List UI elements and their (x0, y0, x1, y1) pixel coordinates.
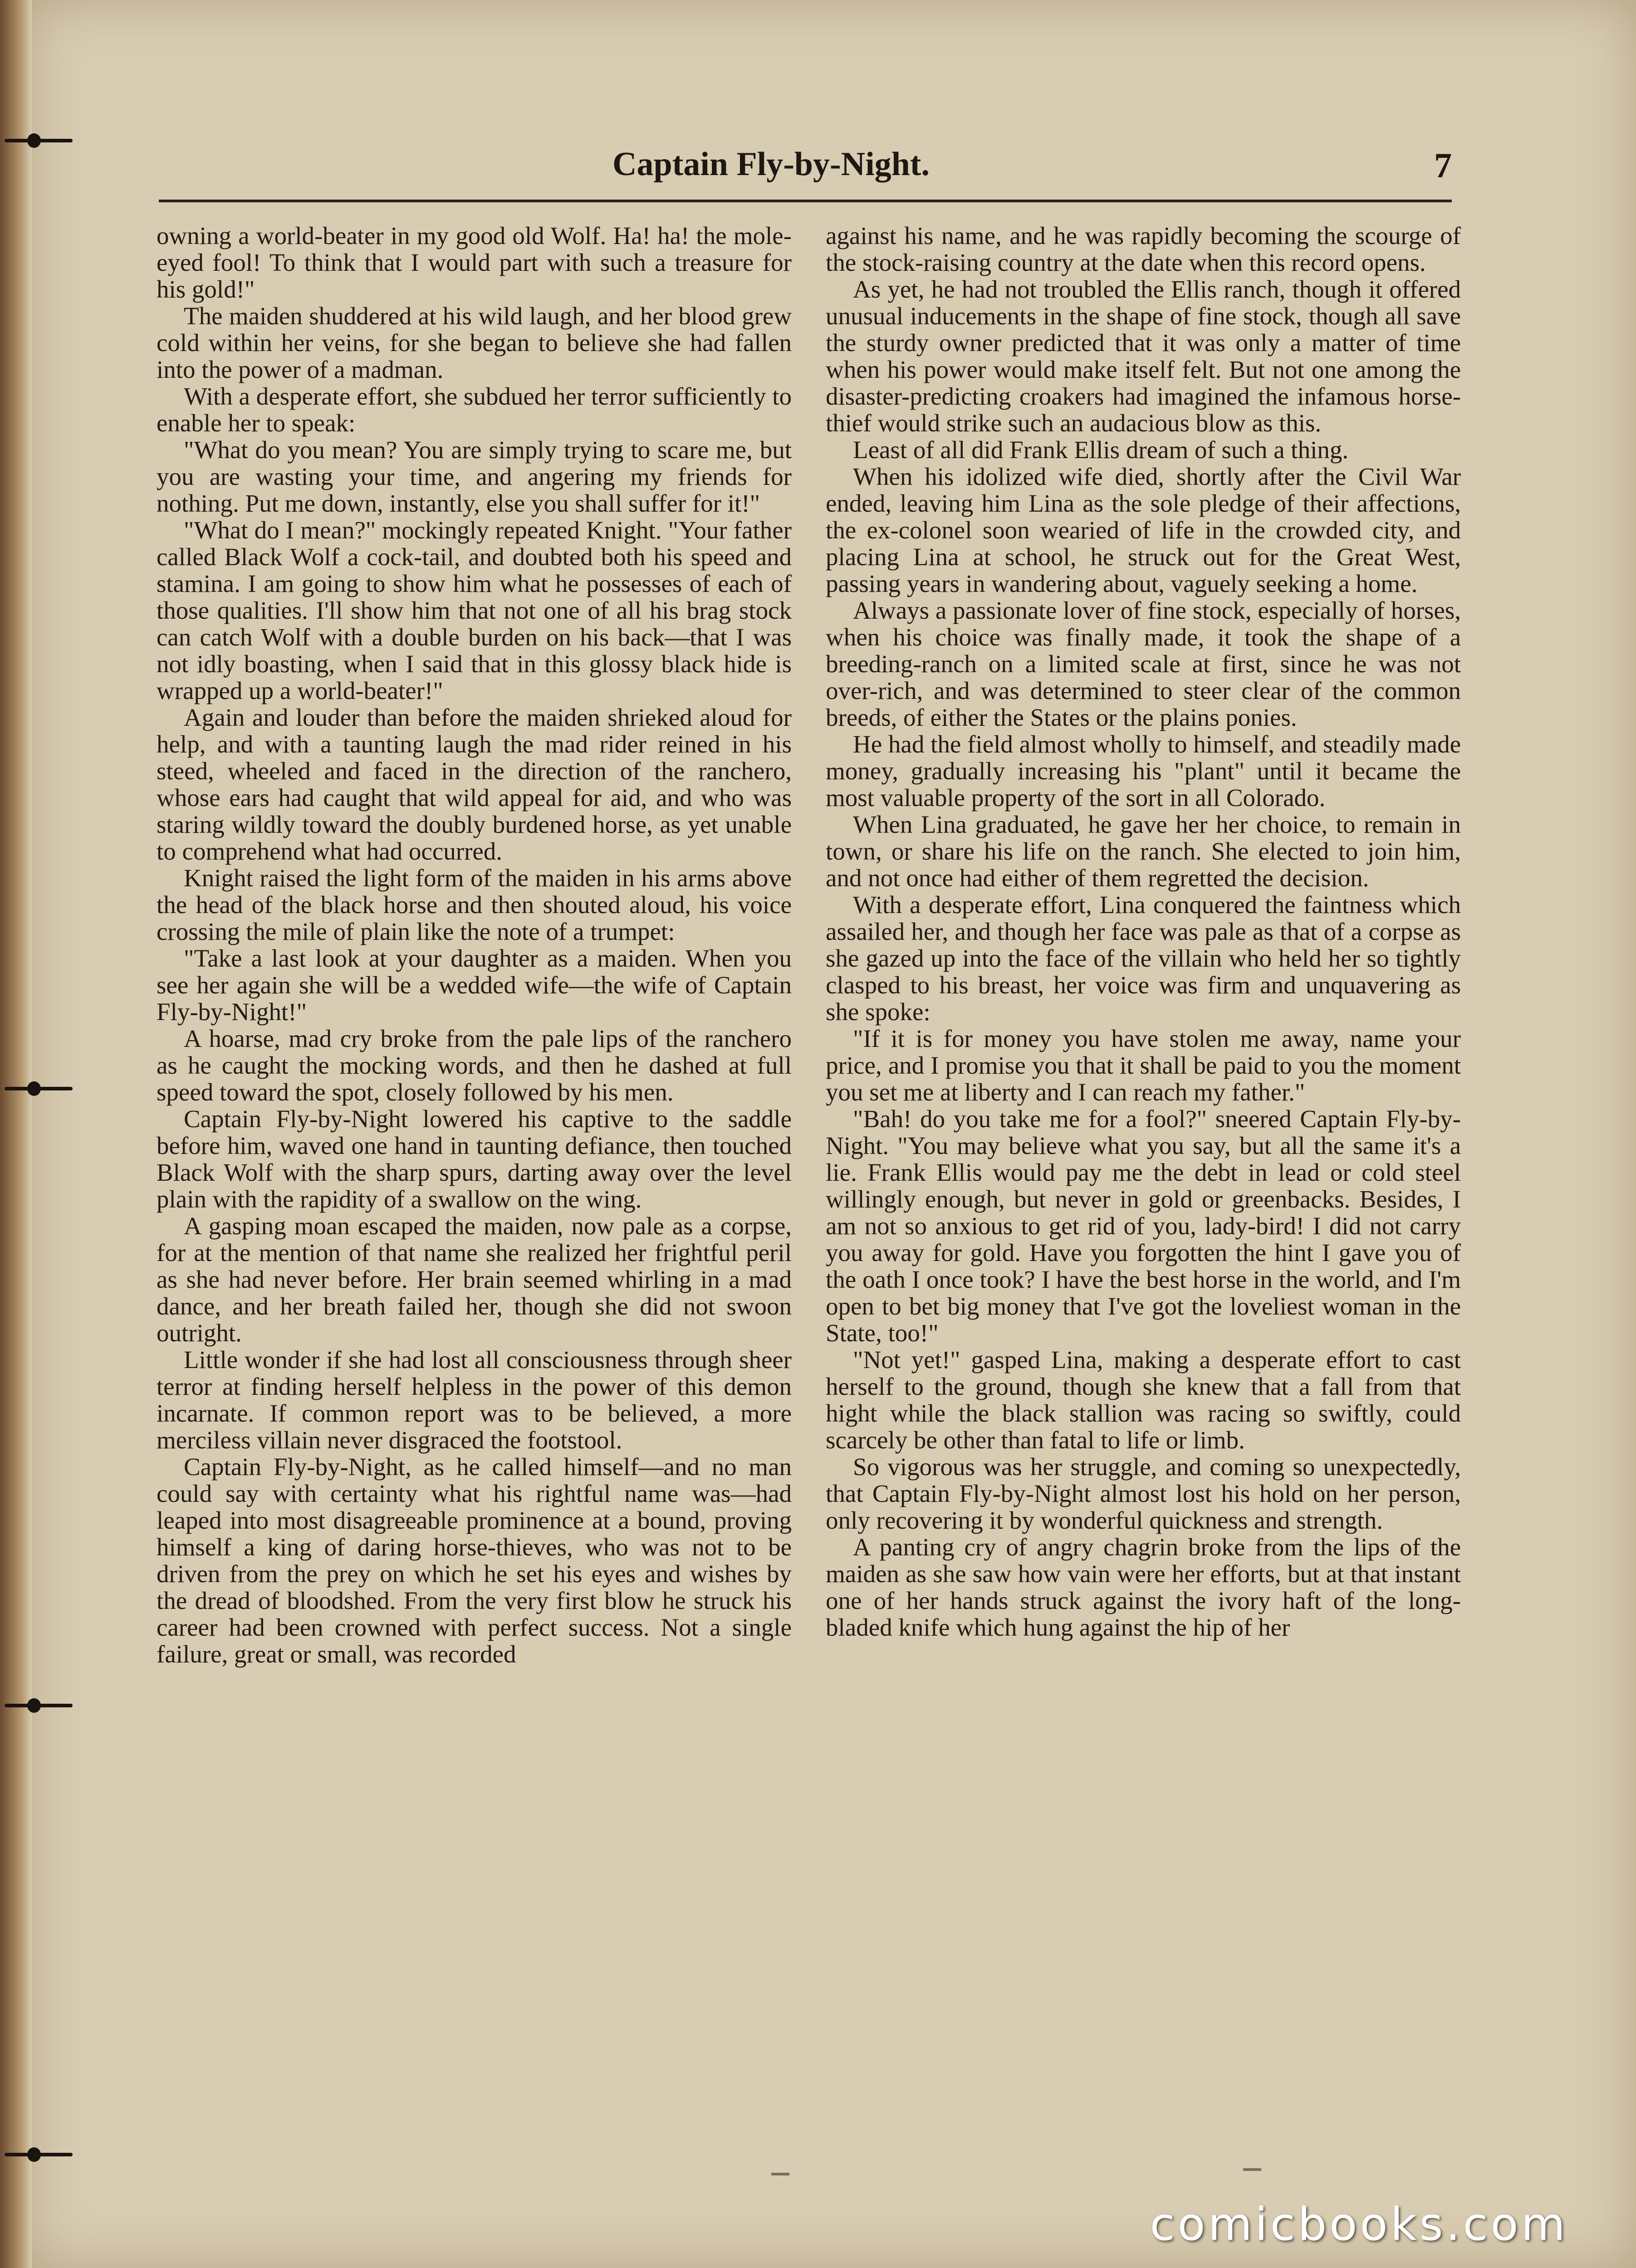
paragraph: Least of all did Frank Ellis dream of such a thing. (853, 436, 1349, 464)
paragraph: So vigorous was her struggle, and coming so unexpectedly, that Captain Fly-by-Night almost lost his hold on her person, only recovering it by wonderful quickness and strength. (826, 1453, 1461, 1534)
right-column (826, 222, 1461, 2146)
binding-gutter (0, 0, 32, 2268)
page-header (159, 145, 1452, 195)
paragraph: "Bah! do you take me for a fool?" sneered Captain Fly-by-Night. "You may believe what you say, but all the same it's a lie. Frank Ellis would pay me the debt in lead or cold steel willingly enough, but never in gold or greenbacks. Besides, I am not so anxious to get rid of you, lady-bird! I did not carry you away for gold. Have you forgotten the hint I gave you of the oath I once took? I have the best horse in the world, and I'm open to bet big money that I've got the loveliest woman in the State, too!" (826, 1105, 1461, 1347)
paragraph: against his name, and he was rapidly becoming the scourge of the stock-raising country at the date when this record opens. (826, 222, 1461, 276)
print-speck (771, 2173, 789, 2175)
paragraph: Captain Fly-by-Night, as he called himself—and no man could say with certainty what his rightful name was—had leaped into most disagreeable prominence at a bound, proving himself a king of daring horse-thieves, who was not to be driven from the prey on which he set his eyes and wishes by the dread of bloodshed. From the very first blow he struck his career had been crowned with perfect success. Not a single failure, great or small, was recorded (157, 1453, 792, 1668)
paragraph: "What do I mean?" mockingly repeated Knight. "Your father called Black Wolf a cock-tail, and doubted both his speed and stamina. I am going to show him what he possesses of each of those qualities. I'll show him that not one of all his brag stock can catch Wolf with a double burden on his back—that I was not idly boasting, when I said that in this glossy black hide is wrapped up a world-beater!" (157, 516, 792, 704)
paragraph: Again and louder than before the maiden shrieked aloud for help, and with a taunting laugh the mad rider reined in his steed, wheeled and faced in the direction of the ranchero, whose ears had caught that wild appeal for aid, and who was staring wildly toward the doubly burdened horse, as yet unable to comprehend what had occurred. (157, 704, 792, 865)
header-rule (159, 200, 1452, 202)
watermark: comicbooks.com (1150, 2198, 1568, 2251)
paragraph: With a desperate effort, Lina conquered the faintness which assailed her, and though her face was pale as that of a corpse as she gazed up into the face of the villain who held her so tightly clasped to his breast, her voice was firm and unquavering as she spoke: (826, 891, 1461, 1026)
paragraph: Knight raised the light form of the maiden in his arms above the head of the black horse and then shouted aloud, his voice crossing the mile of plain like the note of a trumpet: (157, 864, 792, 945)
page-number: 7 (1434, 146, 1452, 185)
paragraph: A gasping moan escaped the maiden, now pale as a corpse, for at the mention of that name she realized her frightful peril as she had never before. Her brain seemed whirling in a mad dance, and her breath failed her, though she did not swoon outright. (157, 1212, 792, 1347)
paragraph: With a desperate effort, she subdued her terror sufficiently to enable her to speak: (157, 382, 792, 437)
binding-stitch (0, 127, 79, 154)
paragraph: A hoarse, mad cry broke from the pale lips of the ranchero as he caught the mocking words, and then he dashed at full speed toward the spot, closely followed by his men. (157, 1025, 792, 1106)
paragraph: When his idolized wife died, shortly after the Civil War ended, leaving him Lina as the sole pledge of their affections, the ex-colonel soon wearied of life in the crowded city, and placing Lina at school, he struck out for the Great West, passing years in wandering about, vaguely seeking a home. (826, 463, 1461, 597)
paragraph: owning a world-beater in my good old Wolf. Ha! ha! the mole-eyed fool! To think that I would part with such a treasure for his gold!" (157, 222, 792, 303)
paragraph: "Take a last look at your daughter as a maiden. When you see her again she will be a wedded wife—the wife of Captain Fly-by-Night!" (157, 944, 792, 1026)
paragraph: Little wonder if she had lost all consciousness through sheer terror at finding herself helpless in the power of this demon incarnate. If common report was to be believed, a more merciless villain never disgraced the footstool. (157, 1346, 792, 1454)
paragraph: The maiden shuddered at his wild laugh, and her blood grew cold within her veins, for she began to believe she had fallen into the power of a madman. (157, 302, 792, 383)
paragraph: "Not yet!" gasped Lina, making a desperate effort to cast herself to the ground, though she knew that a fall from that hight while the black stallion was racing so swiftly, could scarcely be other than fatal to life or limb. (826, 1346, 1461, 1454)
paragraph: "If it is for money you have stolen me away, name your price, and I promise you that it shall be paid to you the moment you set me at liberty and I can reach my father." (826, 1025, 1461, 1106)
binding-stitch (0, 1075, 79, 1102)
paragraph: As yet, he had not troubled the Ellis ranch, though it offered unusual inducements in the shape of fine stock, though all save the sturdy owner predicted that it was only a matter of time when his power would make itself felt. But not one among the disaster-predicting croakers had imagined the infamous horse-thief would strike such an audacious blow as this. (826, 275, 1461, 437)
paragraph: Captain Fly-by-Night lowered his captive to the saddle before him, waved one hand in taunting defiance, then touched Black Wolf with the sharp spurs, darting away over the level plain with the rapidity of a swallow on the wing. (157, 1105, 792, 1213)
print-speck (1243, 2168, 1261, 2171)
paragraph: "What do you mean? You are simply trying to scare me, but you are wasting your time, and angering my friends for nothing. Put me down, instantly, else you shall suffer for it!" (157, 436, 792, 517)
running-title: Captain Fly-by-Night. (612, 146, 930, 183)
binding-stitch (0, 2141, 79, 2168)
paragraph: When Lina graduated, he gave her her choice, to remain in town, or share his life on the ranch. She elected to join him, and not once had either of them regretted the decision. (826, 811, 1461, 892)
binding-stitch (0, 1692, 79, 1719)
paragraph: Always a passionate lover of fine stock, especially of horses, when his choice was finally made, it took the shape of a breeding-ranch on a limited scale at first, since he was not over-rich, and was determined to steer clear of the common breeds, of either the States or the plains ponies. (826, 596, 1461, 731)
paragraph: A panting cry of angry chagrin broke from the lips of the maiden as she saw how vain were her efforts, but at that instant one of her hands struck against the ivory haft of the long-bladed knife which hung against the hip of her (826, 1533, 1461, 1641)
paragraph: He had the field almost wholly to himself, and steadily made money, gradually increasing his "plant" until it became the most valuable property of the sort in all Colorado. (826, 730, 1461, 811)
left-column (157, 222, 792, 2146)
